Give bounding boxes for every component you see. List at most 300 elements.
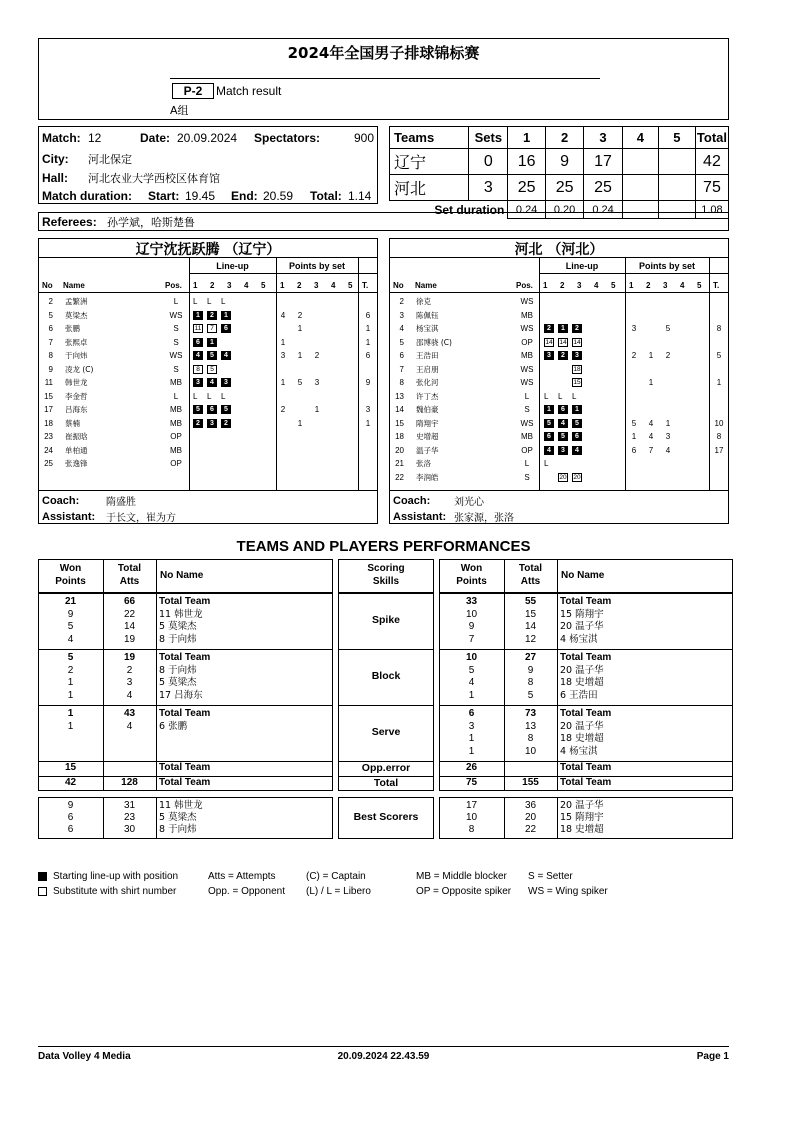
player-total: 1: [365, 418, 371, 428]
report-code: P-2: [172, 83, 214, 99]
player-number: 15: [44, 391, 53, 401]
player-number: 2: [399, 297, 404, 306]
player-entry: 11 韩世龙: [159, 608, 203, 620]
player-total: 3: [365, 405, 371, 414]
team-b-header-name: Name: [415, 281, 437, 290]
player-total: 1: [365, 324, 371, 333]
starting-position-box: 2: [558, 351, 568, 360]
set-num: 2: [646, 281, 651, 290]
won-points: 10: [465, 608, 478, 620]
player-position: WS: [169, 351, 183, 360]
best-atts: 20: [524, 812, 537, 823]
player-name: 韩世龙: [65, 378, 88, 387]
team-b-header-no: No: [393, 281, 404, 290]
player-name: 单柏通: [65, 445, 88, 455]
player-total: 6: [365, 310, 371, 320]
team-b-lineup-sets: [543, 281, 621, 290]
player-position: MB: [521, 351, 533, 360]
total-atts: 2: [126, 664, 133, 676]
starting-position-box: 1: [558, 324, 568, 333]
player-entry: 8 于向炜: [159, 664, 197, 676]
points-set-2: 1: [648, 351, 654, 360]
team-b-assistant: 张家源，张洛: [454, 513, 514, 524]
team-b-points-label: Points by set: [638, 261, 695, 271]
total-atts: 66: [123, 596, 136, 607]
player-entry: Total Team: [159, 777, 211, 788]
player-name: 莫梁杰: [65, 310, 88, 320]
points-set-3: 1: [665, 418, 671, 428]
player-entry: 4 杨宝淇: [560, 745, 598, 757]
points-set-1: 1: [280, 378, 286, 387]
starting-position-box: 4: [221, 351, 231, 360]
points-set-1: 1: [631, 432, 637, 441]
player-entry: 18 史增超: [560, 733, 604, 744]
player-entry: 20 温子华: [560, 720, 604, 732]
section-divider: [38, 649, 333, 650]
points-set-2: 1: [297, 351, 303, 360]
points-set-1: 3: [631, 324, 637, 333]
set-num: 4: [331, 281, 336, 290]
player-position: OP: [170, 432, 182, 441]
won-points: 1: [67, 677, 74, 688]
player-position: MB: [170, 405, 182, 414]
footer-right: Page 1: [696, 1051, 729, 1062]
player-number: 15: [395, 418, 404, 428]
team-b-sub-hline: [539, 273, 729, 274]
skills-header-label: Scoring Skills: [367, 563, 405, 587]
player-row: [38, 457, 378, 470]
player-position: MB: [170, 378, 182, 387]
score-set3: 25: [584, 175, 622, 201]
section-divider: [439, 705, 733, 706]
libero-mark: L: [544, 391, 549, 401]
starting-position-box: 1: [207, 338, 217, 347]
starting-position-box: 1: [572, 405, 582, 414]
player-lineup: [544, 390, 586, 403]
set-num: 3: [577, 281, 582, 290]
player-lineup: [544, 403, 586, 416]
player-number: 2: [48, 297, 53, 306]
won-points: 1: [468, 689, 475, 701]
player-total: 17: [714, 445, 724, 455]
won-points: 1: [67, 708, 74, 719]
team-a-sub-hline: [189, 273, 378, 274]
won-points: 5: [468, 664, 475, 676]
total-atts: 15: [524, 608, 537, 620]
player-total: 9: [365, 378, 371, 387]
substitute-number-box: 7: [207, 324, 217, 333]
player-number: 8: [399, 378, 404, 387]
player-entry: 6 张鹏: [159, 720, 188, 732]
score-total: 42: [695, 149, 728, 175]
best-player: 8 于向炜: [159, 824, 197, 835]
won-points: 21: [64, 596, 77, 607]
skill-label: Block: [371, 670, 401, 682]
player-lineup: [544, 322, 586, 335]
best-atts: 23: [123, 812, 136, 823]
team-b-perf-col-line: [557, 559, 558, 593]
total-atts: 155: [522, 777, 539, 788]
player-lineup: [544, 430, 586, 443]
total-atts: 4: [126, 720, 133, 732]
player-row: [38, 309, 378, 322]
legend-captain: (C) = Captain: [306, 871, 366, 882]
best-won: 6: [67, 812, 74, 823]
score-col-set3: 3: [584, 127, 622, 149]
best-won: 10: [465, 812, 478, 823]
player-row: [389, 336, 729, 349]
match-label: Match:: [42, 131, 81, 145]
total-atts: 8: [527, 677, 534, 688]
team-b-coach: 刘光心: [454, 497, 484, 508]
player-number: 18: [395, 432, 404, 441]
won-points: 4: [67, 633, 74, 645]
starting-position-box: 2: [544, 324, 554, 333]
libero-mark: L: [558, 391, 563, 401]
won-points: 1: [67, 689, 74, 701]
player-lineup: [544, 471, 586, 484]
points-set-2: 1: [648, 378, 654, 387]
player-name: 张化河: [416, 378, 439, 387]
player-name: 崔振晗: [65, 432, 88, 441]
player-name: 吕海东: [65, 405, 88, 414]
total-atts: 43: [123, 708, 136, 719]
best-player: 15 隋翔宇: [560, 812, 604, 823]
starting-position-box: 1: [221, 311, 231, 320]
player-position: MB: [521, 432, 533, 441]
best-atts: 30: [123, 824, 136, 835]
total-atts: 19: [123, 633, 136, 645]
section-divider: [338, 705, 434, 706]
starting-position-box: 6: [193, 338, 203, 347]
won-points: 9: [468, 621, 475, 632]
player-lineup: [544, 444, 586, 457]
points-set-2: 4: [648, 418, 654, 428]
player-name: 陈佩钰: [416, 310, 439, 320]
starting-position-box: 4: [544, 446, 554, 455]
starting-position-box: 3: [221, 378, 231, 387]
total-atts: 10: [524, 745, 537, 757]
team-a-header-noname: No Name: [160, 570, 204, 581]
player-entry: Total Team: [159, 708, 211, 719]
starting-position-box: 2: [193, 419, 203, 428]
points-set-2: 1: [297, 418, 303, 428]
points-set-1: 5: [631, 418, 637, 428]
points-set-2: 5: [297, 378, 303, 387]
player-number: 20: [395, 445, 404, 455]
won-points: 10: [465, 652, 478, 663]
won-points: 1: [468, 745, 475, 757]
starting-position-box: 5: [558, 432, 568, 441]
total-atts: 14: [123, 621, 136, 632]
best-won: 17: [465, 800, 478, 811]
player-entry: 17 吕海东: [159, 689, 203, 701]
score-total: 75: [695, 175, 728, 201]
player-row: [38, 322, 378, 335]
player-row: [389, 295, 729, 308]
player-number: 17: [44, 405, 53, 414]
starting-position-box: 3: [207, 419, 217, 428]
score-col-teams: Teams: [390, 127, 469, 149]
score-set1: 25: [508, 175, 546, 201]
points-set-3: 1: [314, 405, 320, 414]
total-atts: 128: [121, 777, 138, 788]
team-a-header-hline: [38, 292, 378, 293]
player-row: [389, 457, 729, 470]
points-set-1: 3: [280, 351, 286, 360]
score-sets: 3: [469, 175, 508, 201]
player-row: [38, 349, 378, 362]
player-name: 许丁杰: [416, 391, 439, 401]
starting-position-box: 6: [572, 432, 582, 441]
player-entry: 15 隋翔宇: [560, 608, 604, 620]
starting-square-icon: [38, 872, 47, 881]
title-underline: [170, 78, 600, 79]
player-row: [38, 295, 378, 308]
player-lineup: [193, 390, 235, 403]
starting-position-box: 6: [221, 324, 231, 333]
team-a-assistant-label: Assistant:: [42, 511, 96, 523]
set-num: 1: [543, 281, 548, 290]
set-num: 3: [314, 281, 319, 290]
player-position: OP: [521, 445, 533, 455]
team-a-header-atts: Total Atts: [117, 563, 142, 587]
player-number: 4: [399, 324, 404, 333]
team-b-header-hline: [389, 292, 729, 293]
player-entry: 4 杨宝淇: [560, 633, 598, 645]
player-entry: Total Team: [159, 762, 211, 773]
player-row: [38, 390, 378, 403]
player-lineup: [544, 376, 586, 389]
player-name: 张鹏: [65, 324, 80, 333]
score-col-set2: 2: [545, 127, 583, 149]
score-col-set1: 1: [508, 127, 546, 149]
player-position: MB: [170, 445, 182, 455]
best-player: 11 韩世龙: [159, 800, 203, 811]
player-name: 王启朋: [416, 364, 439, 374]
player-entry: 8 于向炜: [159, 633, 197, 645]
player-lineup: [193, 417, 235, 430]
player-number: 3: [399, 310, 404, 320]
set-duration: 0.24: [508, 201, 546, 219]
footer-center: 20.09.2024 22.43.59: [337, 1051, 430, 1062]
libero-mark: L: [544, 459, 549, 468]
set-num: 3: [663, 281, 668, 290]
player-row: [389, 444, 729, 457]
team-a-header-won: Won Points: [55, 563, 86, 587]
player-lineup: [193, 295, 235, 308]
team-a-lineup-label: Line-up: [216, 261, 249, 271]
player-row: [389, 363, 729, 376]
score-col-set5: 5: [658, 127, 695, 149]
player-position: L: [524, 459, 530, 468]
best-won: 6: [67, 824, 74, 835]
score-set2: 25: [545, 175, 583, 201]
starting-position-box: 3: [558, 446, 568, 455]
won-points: 9: [67, 608, 74, 620]
match-number: 12: [88, 131, 102, 145]
date-value: 20.09.2024: [177, 131, 238, 145]
player-position: S: [173, 337, 179, 347]
player-name: 李金哲: [65, 391, 88, 401]
player-lineup: [544, 457, 558, 470]
player-entry: 20 温子华: [560, 664, 604, 676]
player-row: [38, 403, 378, 416]
libero-mark: L: [207, 297, 212, 306]
substitute-number-box: 14: [573, 338, 581, 346]
date-label: Date:: [140, 131, 171, 145]
player-number: 5: [48, 310, 53, 320]
legend-substitute: Substitute with shirt number: [53, 886, 177, 897]
player-number: 7: [48, 337, 53, 347]
player-name: 张熙卓: [65, 337, 88, 347]
points-set-1: 2: [631, 351, 637, 360]
starting-position-box: 2: [572, 324, 582, 333]
score-col-total: Total: [695, 127, 728, 149]
score-team: 河北: [390, 175, 469, 201]
player-name: 孟繁洲: [65, 297, 88, 306]
player-name: 魏伯豪: [416, 405, 439, 414]
player-number: 21: [395, 459, 404, 468]
player-position: L: [173, 297, 179, 306]
team-b-title: 河北 （河北）: [514, 242, 604, 258]
points-set-3: 2: [665, 351, 671, 360]
player-number: 9: [48, 364, 53, 374]
set-num: 3: [227, 281, 232, 290]
player-position: S: [524, 472, 530, 482]
set-num: 2: [210, 281, 215, 290]
player-row: [38, 444, 378, 457]
team-b-header-noname: No Name: [561, 570, 605, 581]
player-lineup: [193, 363, 221, 376]
score-set4: [622, 149, 658, 175]
player-entry: Total Team: [560, 777, 612, 788]
total-value: 1.14: [348, 189, 372, 203]
player-number: 23: [44, 432, 53, 441]
player-row: [389, 376, 729, 389]
player-lineup: [544, 349, 586, 362]
skill-label: Total: [373, 777, 399, 789]
points-set-2: 7: [648, 445, 654, 455]
points-set-2: 1: [297, 324, 303, 333]
player-total: 8: [716, 432, 722, 441]
city-label: City:: [42, 152, 69, 166]
won-points: 6: [468, 708, 475, 719]
set-duration: 0.24: [584, 201, 622, 219]
best-won: 9: [67, 800, 74, 811]
points-set-1: 6: [631, 445, 637, 455]
substitute-number-box: 8: [193, 365, 203, 374]
score-header-row: [390, 127, 729, 149]
legend-atts: Atts = Attempts: [208, 871, 276, 882]
spectators-label: Spectators:: [254, 131, 321, 145]
player-row: [389, 322, 729, 335]
player-position: WS: [520, 378, 534, 387]
best-atts: 31: [123, 800, 136, 811]
won-points: 3: [468, 720, 475, 732]
legend-starting: Starting line-up with position: [53, 871, 179, 882]
performances-title: TEAMS AND PLAYERS PERFORMANCES: [236, 538, 531, 555]
team-b-header-atts: Total Atts: [518, 563, 543, 587]
end-label: End:: [231, 189, 258, 203]
points-set-1: 1: [280, 337, 286, 347]
player-lineup: [544, 417, 586, 430]
won-points: 1: [67, 720, 74, 732]
legend-libero: (L) / L = Libero: [306, 886, 371, 897]
city-value: 河北保定: [88, 153, 132, 166]
player-position: WS: [520, 324, 534, 333]
starting-position-box: 6: [558, 405, 568, 414]
end-value: 20.59: [263, 189, 294, 203]
libero-mark: L: [193, 297, 198, 306]
total-label: Total:: [310, 189, 342, 203]
points-set-3: 3: [314, 378, 320, 387]
score-set5: [658, 175, 695, 201]
score-col-sets: Sets: [469, 127, 508, 149]
set-duration-total: 1.08: [695, 201, 728, 219]
won-points: 33: [465, 596, 478, 607]
total-atts: 73: [524, 708, 537, 719]
best-won: 8: [468, 824, 475, 835]
set-num: 4: [680, 281, 685, 290]
best-player: 20 温子华: [560, 800, 604, 811]
player-number: 13: [395, 391, 404, 401]
start-value: 19.45: [185, 189, 216, 203]
player-position: OP: [521, 337, 533, 347]
player-row: [38, 417, 378, 430]
total-atts: 22: [123, 608, 136, 620]
hall-label: Hall:: [42, 171, 69, 185]
player-position: MB: [521, 310, 533, 320]
skill-label: Opp.error: [361, 762, 411, 774]
score-set3: 17: [584, 149, 622, 175]
player-position: L: [524, 391, 530, 401]
player-total: 6: [365, 351, 371, 360]
player-entry: 6 王浩田: [560, 689, 598, 701]
score-set4: [622, 175, 658, 201]
best-atts: 22: [524, 824, 537, 835]
skill-label: Serve: [371, 726, 401, 738]
score-row-liaoning: [390, 149, 729, 175]
player-entry: Total Team: [560, 762, 612, 773]
player-lineup: [193, 309, 235, 322]
player-number: 11: [44, 378, 53, 387]
referees-names: 孙学斌，哈斯楚鲁: [107, 216, 195, 229]
total-atts: 12: [524, 633, 537, 645]
player-lineup: [193, 322, 235, 335]
set-duration: 0.20: [545, 201, 583, 219]
player-total: 1: [716, 378, 722, 387]
footer-left: Data Volley 4 Media: [38, 1051, 131, 1062]
team-a-perf-col-line: [156, 559, 157, 593]
score-row-hebei: [390, 175, 729, 201]
points-set-1: 2: [280, 405, 286, 414]
starting-position-box: 3: [193, 378, 203, 387]
team-b-header-pos: Pos.: [516, 281, 533, 290]
player-total: 1: [365, 337, 371, 347]
starting-position-box: 4: [193, 351, 203, 360]
page-title: 2024年全国男子排球锦标赛: [287, 44, 480, 62]
won-points: 4: [468, 677, 475, 688]
total-atts: 19: [123, 652, 136, 663]
player-number: 14: [395, 405, 404, 414]
player-row: [389, 417, 729, 430]
player-row: [38, 336, 378, 349]
points-set-1: 4: [280, 310, 286, 320]
player-entry: 18 史增超: [560, 677, 604, 688]
player-name: 隋翔宇: [416, 418, 439, 428]
substitute-number-box: 14: [559, 338, 567, 346]
